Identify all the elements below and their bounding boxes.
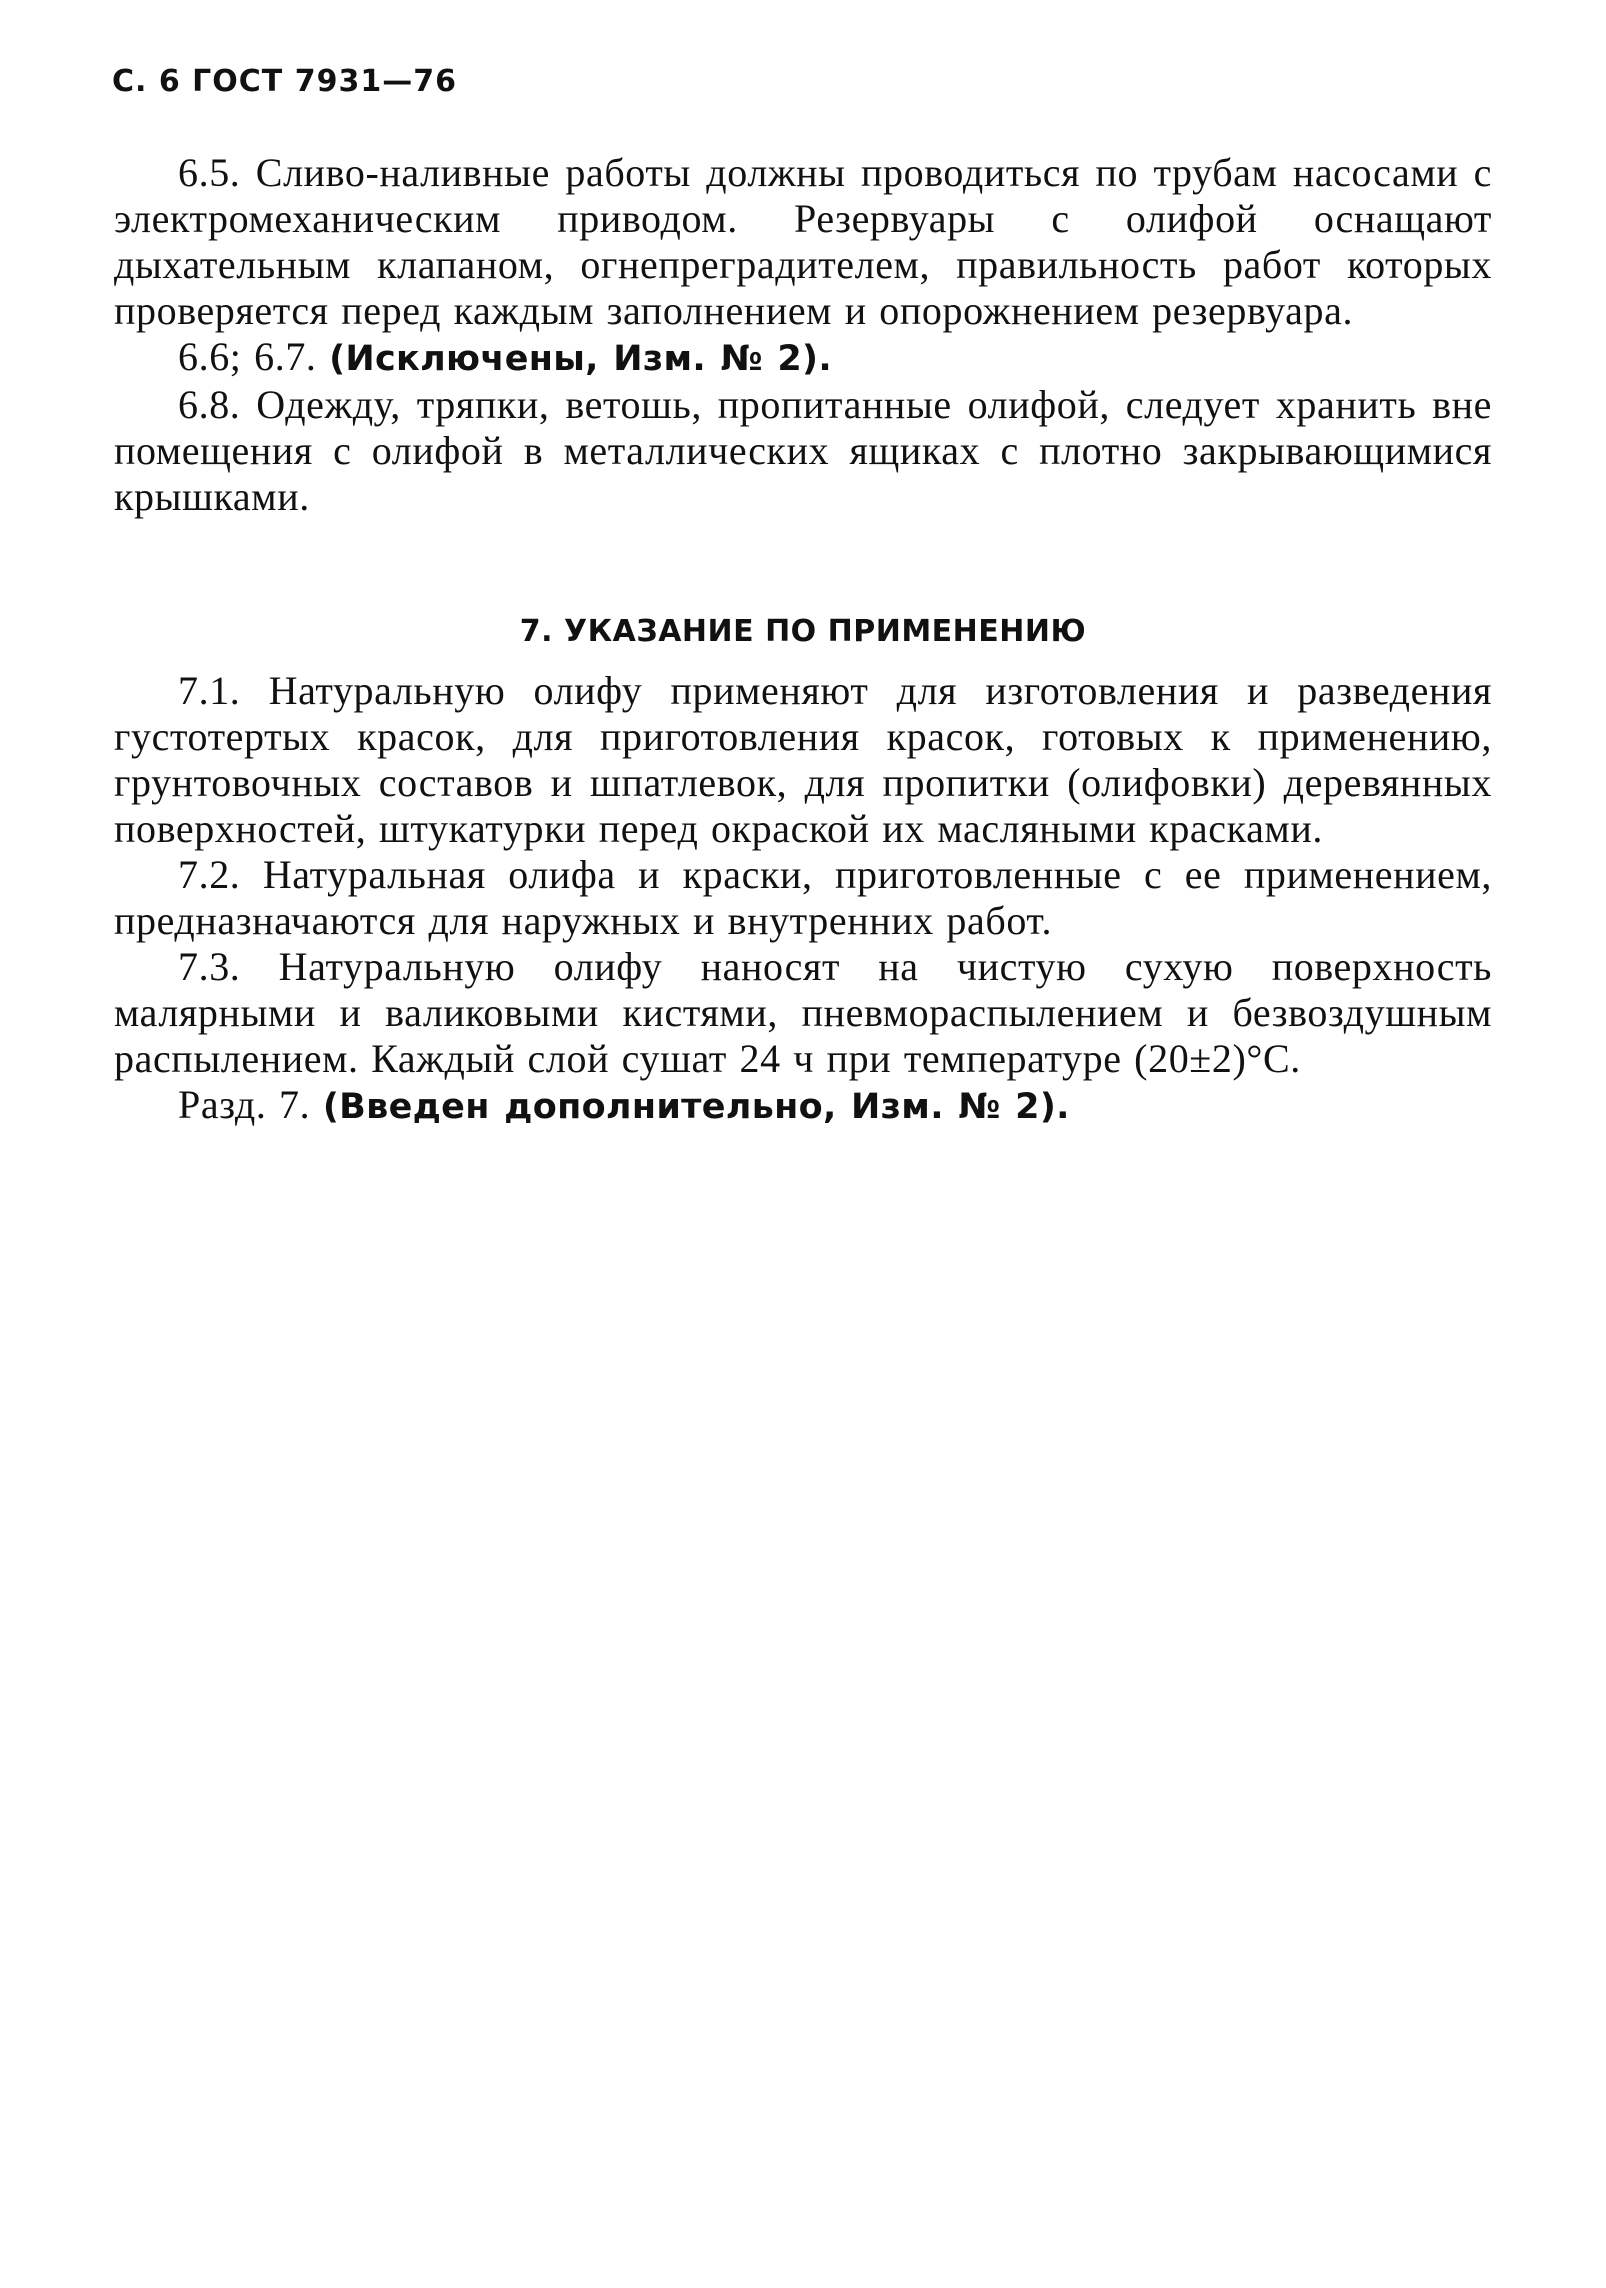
- running-header: С. 6 ГОСТ 7931—76: [112, 64, 457, 99]
- paragraph-7-3: 7.3. Натуральную олифу наносят на чистую сухую поверхность малярными и валиковыми кистями, пневмораспылением и безвоздушным распылением. Каждый слой сушат 24 ч при температуре (20±2)°С.: [114, 944, 1492, 1081]
- paragraph-number: 6.6; 6.7.: [178, 334, 330, 379]
- section-7-body: [114, 668, 1492, 1130]
- paragraph-7-1: 7.1. Натуральную олифу применяют для изготовления и разведения густотертых красок, для приготовления красок, готовых к применению, грунтовочных составов и шпатлевок, для пропитки (олифовки) деревянных поверхностей, штукатурки перед окраской их масляными красками.: [114, 668, 1492, 851]
- section-6-continuation: [114, 150, 1492, 520]
- paragraph-6-8: 6.8. Одежду, тряпки, ветошь, пропитанные олифой, следует хранить вне помещения с олифой в металлических ящиках с плотно закрывающимися крышками.: [114, 382, 1492, 519]
- section-heading: 7. УКАЗАНИЕ ПО ПРИМЕНЕНИЮ: [519, 614, 1087, 649]
- amendment-label: Разд. 7.: [178, 1082, 323, 1127]
- paragraph-6-6-6-7: [114, 334, 1492, 382]
- amendment-note: (Исключены, Изм. № 2).: [329, 339, 832, 379]
- paragraph-7-2: 7.2. Натуральная олифа и краски, приготовленные с ее применением, предназначаются для наружных и внутренних работ.: [114, 852, 1492, 943]
- section-7-amendment: [114, 1082, 1492, 1130]
- paragraph-6-5: 6.5. Сливо-наливные работы должны проводиться по трубам насосами с электромеханическим приводом. Резервуары с олифой оснащают дыхательным клапаном, огнепреградителем, правильность работ которых проверяется перед каждым заполнением и опорожнением резервуара.: [114, 150, 1492, 333]
- amendment-note: (Введен дополнительно, Изм. № 2).: [322, 1087, 1070, 1127]
